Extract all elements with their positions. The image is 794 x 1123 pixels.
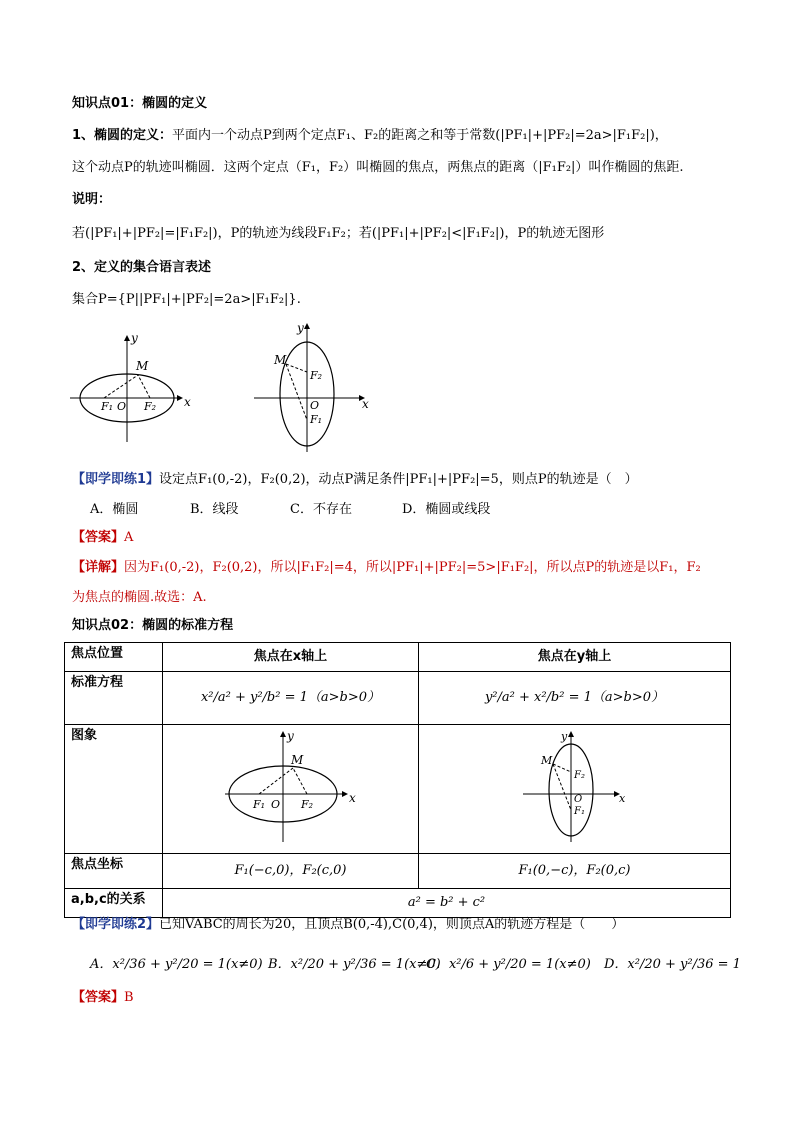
label-f2: F₂	[573, 770, 585, 781]
practice1-option-d: D．椭圆或线段	[402, 502, 491, 517]
label-m: M	[540, 754, 552, 767]
label-f2: F₂	[310, 369, 323, 382]
figure-x-axis-cell	[163, 725, 419, 854]
equation-x-axis: x²/a² + y²/b² = 1（a>b>0）	[163, 672, 419, 725]
dashed-f2-m	[138, 375, 150, 398]
label-x: x	[362, 397, 369, 411]
practice1-question-line	[72, 470, 638, 490]
row-label-figure: 图象	[65, 725, 163, 854]
label-x: x	[618, 792, 625, 805]
practice1-detail-tag: 【详解】	[72, 560, 125, 575]
section1-title: 知识点01：椭圆的定义	[72, 96, 208, 111]
label-o: O	[310, 399, 320, 412]
section2-title: 知识点02：椭圆的标准方程	[72, 618, 234, 633]
header-focus-position: 焦点位置	[65, 643, 163, 672]
table-row	[65, 725, 731, 854]
practice2-question: 已知VABC的周长为20，且顶点B(0,-4),C(0,4)，则顶点A的轨迹方程是（ ）	[159, 917, 625, 932]
practice2-answer-tag: 【答案】	[72, 990, 125, 1005]
practice2-tag: 【即学即练2】	[72, 917, 160, 932]
dashed-f2-m	[286, 364, 307, 372]
dashed-f1-m	[104, 375, 138, 398]
practice1-answer: A	[124, 530, 134, 545]
note-text: 若(|PF₁|+|PF₂|=|F₁F₂|)，P的轨迹为线段F₁F₂；若(|PF₁|+|PF₂|<|F₁F₂|)，P的轨迹无图形	[72, 226, 605, 241]
header-x-axis: 焦点在x轴上	[163, 643, 419, 672]
table-vertical-ellipse	[515, 728, 635, 844]
label-x: x	[348, 791, 356, 805]
figure-y-axis-cell	[419, 725, 731, 854]
practice1-detail-text-2: 为焦点的椭圆.故选：A.	[72, 590, 207, 605]
practice1-answer-line	[72, 528, 133, 548]
row-label-foci: 焦点坐标	[65, 854, 163, 889]
equation-y-axis: y²/a² + x²/b² = 1（a>b>0）	[419, 672, 731, 725]
relation-value: a² = b² + c²	[163, 889, 731, 918]
dashed-f1-m	[286, 364, 307, 420]
row-label-equation: 标准方程	[65, 672, 163, 725]
label-o: O	[573, 794, 582, 805]
label-f1: F₁	[101, 400, 114, 413]
practice2-option-c: C．x²/6 + y²/20 = 1(x≠0)	[426, 957, 591, 972]
practice1-question: 设定点F₁(0,-2)，F₂(0,2)，动点P满足条件|PF₁|+|PF₂|=5，则点P的轨迹是（ ）	[159, 472, 638, 487]
table-row	[65, 889, 731, 918]
label-y: y	[560, 730, 567, 743]
table-row	[65, 672, 731, 725]
practice1-tag: 【即学即练1】	[72, 472, 160, 487]
definition-paragraph	[72, 126, 668, 146]
foci-y-axis: F₁(0,−c)，F₂(0,c)	[419, 854, 731, 889]
table-horizontal-ellipse	[221, 728, 361, 844]
table-row	[65, 854, 731, 889]
standard-equation-table	[64, 642, 731, 918]
horizontal-ellipse-figure	[70, 330, 200, 445]
dashed-f1-m	[259, 768, 293, 794]
label-f2: F₂	[144, 400, 157, 413]
practice2-option-d: D．x²/20 + y²/36 = 1	[604, 957, 741, 972]
vertical-ellipse-figure	[252, 320, 377, 455]
definition-text-2: 这个动点P的轨迹叫椭圆．这两个定点（F₁，F₂）叫椭圆的焦点，两焦点的距离（|F₁F₂|）叫作椭圆的焦距.	[72, 160, 684, 175]
practice1-option-b: B．线段	[190, 502, 239, 517]
practice2-answer-line	[72, 988, 134, 1008]
label-o: O	[117, 400, 127, 413]
label-y: y	[131, 331, 138, 345]
row-label-relation: a,b,c的关系	[65, 889, 163, 918]
foci-x-axis: F₁(−c,0)，F₂(c,0)	[163, 854, 419, 889]
label-m: M	[274, 353, 287, 367]
header-y-axis: 焦点在y轴上	[419, 643, 731, 672]
practice1-option-c: C．不存在	[290, 502, 352, 517]
label-f1: F₁	[573, 806, 585, 817]
note-label: 说明：	[72, 192, 112, 207]
set-text: 集合P={P||PF₁|+|PF₂|=2a>|F₁F₂|}.	[72, 292, 301, 307]
label-f1: F₁	[310, 413, 323, 426]
practice1-detail-line	[72, 558, 701, 578]
practice2-option-a: A．x²/36 + y²/20 = 1(x≠0)	[90, 957, 263, 972]
practice1-answer-tag: 【答案】	[72, 530, 125, 545]
label-x: x	[184, 395, 191, 409]
label-m: M	[136, 359, 149, 373]
dashed-f2-m	[293, 768, 307, 794]
practice2-answer: B	[124, 990, 134, 1005]
practice2-option-b: B．x²/20 + y²/36 = 1(x≠0)	[268, 957, 441, 972]
label-y: y	[297, 321, 304, 335]
practice1-detail-text: 因为F₁(0,-2)，F₂(0,2)，所以|F₁F₂|=4，所以|PF₁|+|PF₂|=5>|F₁F₂|，所以点P的轨迹是以F₁，F₂	[124, 560, 701, 575]
label-y: y	[286, 729, 294, 743]
label-m: M	[290, 753, 303, 767]
definition-text: 平面内一个动点P到两个定点F₁、F₂的距离之和等于常数(|PF₁|+|PF₂|=2a>|F₁F₂|)，	[172, 128, 668, 143]
definition-heading: 1、椭圆的定义：	[72, 128, 173, 143]
practice2-question-line	[72, 915, 624, 935]
label-f2: F₂	[300, 798, 313, 811]
set-heading: 2、定义的集合语言表述	[72, 260, 212, 275]
practice1-option-a: A．椭圆	[90, 502, 139, 517]
label-f1: F₁	[252, 798, 265, 811]
label-o: O	[270, 798, 280, 811]
table-row	[65, 643, 731, 672]
